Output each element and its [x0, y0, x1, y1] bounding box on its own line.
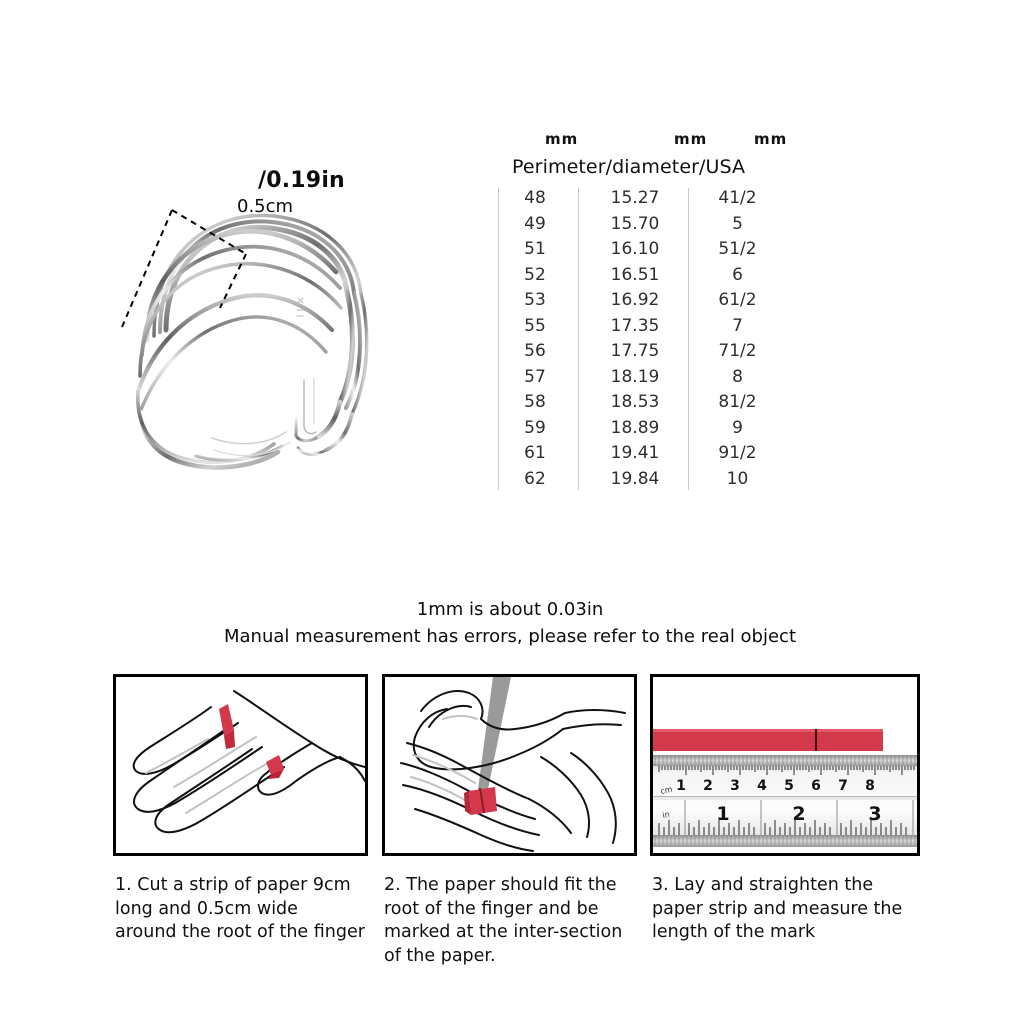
- cell-usa: 6: [732, 264, 743, 285]
- table-row: [490, 316, 790, 342]
- cell-usa: 91/2: [718, 443, 757, 463]
- cell-usa: 81/2: [718, 392, 757, 412]
- step-1-caption: 1. Cut a strip of paper 9cm long and 0.5cm wide around the root of the finger: [115, 875, 365, 942]
- table-row: [490, 341, 790, 367]
- step-2-caption: 2. The paper should fit the root of the finger and be marked at the inter-section of the paper.: [384, 875, 623, 966]
- table-row: [490, 418, 790, 444]
- cell-diameter: 16.92: [610, 290, 660, 310]
- svg-text:1: 1: [716, 803, 730, 825]
- cell-perimeter: 57: [524, 366, 546, 387]
- cell-diameter: 18.53: [610, 392, 660, 412]
- table-row: [490, 367, 790, 393]
- table-row: [490, 392, 790, 418]
- table-body: [490, 188, 790, 494]
- svg-text:8: 8: [865, 778, 875, 794]
- ruler-measuring-strip-svg: [653, 677, 917, 853]
- ruler-cm-unit: cm: [659, 784, 674, 796]
- cell-perimeter: 62: [524, 468, 546, 489]
- cell-diameter: 15.70: [610, 213, 660, 234]
- svg-text:6: 6: [811, 778, 821, 794]
- cell-usa: 9: [732, 417, 743, 438]
- svg-text:7: 7: [838, 778, 848, 794]
- cell-usa: 61/2: [718, 290, 757, 310]
- unit-header-usa: mm: [754, 130, 788, 148]
- hand-marking-paper-svg: [385, 677, 634, 853]
- ring-dimension-cm: 0.5cm: [237, 196, 294, 217]
- cell-diameter: 16.51: [610, 264, 660, 285]
- table-row: [490, 239, 790, 265]
- cell-usa: 5: [732, 213, 743, 234]
- table-row: [490, 443, 790, 469]
- unit-header-perimeter: mm: [545, 130, 579, 148]
- cell-perimeter: 58: [524, 392, 546, 412]
- cell-perimeter: 48: [524, 188, 546, 208]
- svg-text:4: 4: [757, 778, 767, 794]
- table-unit-headers: [490, 130, 790, 154]
- cell-usa: 71/2: [718, 341, 757, 361]
- table-row: [490, 469, 790, 495]
- cell-perimeter: 49: [524, 213, 546, 234]
- note-disclaimer: Manual measurement has errors, please refer to the real object: [223, 626, 797, 647]
- svg-text:3: 3: [730, 778, 740, 794]
- svg-text:5: 5: [784, 778, 794, 794]
- paper-strip-red: [464, 787, 497, 815]
- table-row: [490, 290, 790, 316]
- cell-usa: 41/2: [718, 188, 757, 208]
- step-3-caption: 3. Lay and straighten the paper strip and measure the length of the mark: [652, 875, 903, 942]
- cell-perimeter: 59: [524, 417, 546, 438]
- paper-strip-red: [219, 704, 284, 779]
- svg-text:1: 1: [676, 778, 686, 794]
- cell-perimeter: 52: [524, 264, 546, 285]
- ruler-inch-unit: in: [661, 809, 671, 820]
- cell-diameter: 17.75: [610, 341, 660, 361]
- svg-text:2: 2: [792, 803, 806, 825]
- cell-diameter: 18.19: [610, 366, 660, 387]
- cell-diameter: 15.27: [610, 188, 660, 208]
- cell-perimeter: 61: [524, 443, 546, 463]
- ring-size-table: [490, 130, 790, 490]
- cell-usa: 10: [726, 468, 749, 489]
- table-row: [490, 265, 790, 291]
- cell-usa: 8: [732, 366, 743, 387]
- cell-perimeter: 55: [524, 315, 546, 336]
- hand-with-paper-strip-svg: [116, 677, 365, 853]
- cell-diameter: 19.84: [610, 468, 660, 489]
- ring-svg: [100, 180, 390, 480]
- step-2-illustration: [382, 674, 637, 856]
- unit-header-diameter: mm: [674, 130, 708, 148]
- step-1-illustration: [113, 674, 368, 856]
- svg-text:2: 2: [703, 778, 713, 794]
- measurement-notes: [0, 596, 1020, 650]
- cell-perimeter: 51: [524, 239, 546, 259]
- paper-strip-red: [653, 729, 883, 751]
- note-conversion: 1mm is about 0.03in: [416, 599, 604, 620]
- cell-diameter: 16.10: [610, 239, 660, 259]
- cell-usa: 7: [732, 315, 743, 336]
- ring-product-illustration: [100, 180, 390, 480]
- table-row: [490, 214, 790, 240]
- step-3-illustration: [650, 674, 920, 856]
- cell-diameter: 18.89: [610, 417, 660, 438]
- cell-diameter: 19.41: [610, 443, 660, 463]
- table-title: Perimeter/diameter/USA: [512, 156, 746, 178]
- cell-diameter: 17.35: [610, 315, 660, 336]
- cell-perimeter: 53: [524, 290, 546, 310]
- svg-text:3: 3: [868, 803, 882, 825]
- cell-usa: 51/2: [718, 239, 757, 259]
- table-row: [490, 188, 790, 214]
- ring-dimension-inch: /0.19in: [258, 168, 345, 193]
- cell-perimeter: 56: [524, 341, 546, 361]
